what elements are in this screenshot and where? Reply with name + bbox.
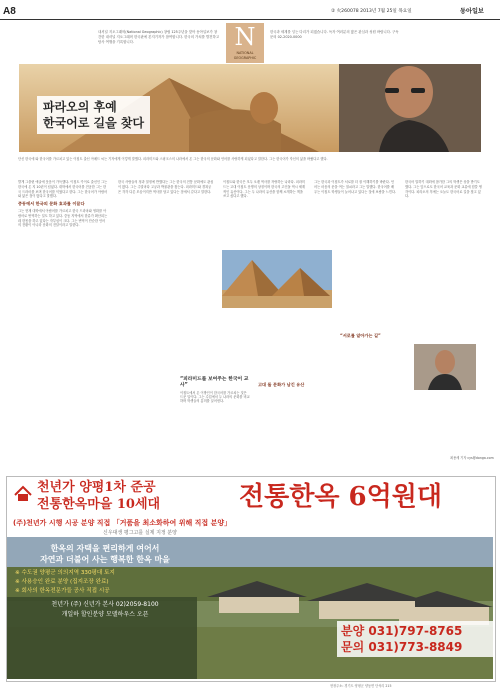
ad-headline: 전통한옥 6억원대 bbox=[239, 482, 442, 512]
article-paragraph: 그는 현재 대학에서 아랍어를 가르치고 한국 드라마와 영화를 아랍어로 번역하는 일도 하고 있다. 중동 지역에서 한류가 확산되는 데 한몸을 하고 있다는 자부심이 크다. 그는 번역이 단순한 언어의 전환이 아니라 문화의 전달이라고 말한다. bbox=[18, 208, 108, 228]
phone-number: 031)773-8849 bbox=[368, 640, 463, 654]
article-paragraph: 발게 그을린 얘굴에 웃음이 가득했다. 이집트 카이로 출신인 그는 한국에 온 지 10년이 넘었다. 대학에서 한국어를 전공한 그는 한국 드라마를 보며 한국어를 익혔다고 한다. 그는 한국어가 아랍어와 닮은 점이 많다고 말했다. bbox=[18, 180, 108, 199]
pull-quote-box bbox=[180, 377, 250, 404]
pull-quote-text: 이집트에서 온 이방인이 한국어를 가르치는 것은 드문 일이다. 그는 수업에서 두 나라의 문화를 비교하며 학생들의 흥미를 끌어낸다. bbox=[180, 391, 250, 404]
header-rule bbox=[0, 19, 500, 20]
subheading: “서로를 알아가는 길” bbox=[340, 333, 381, 338]
logo-letter: N bbox=[234, 23, 256, 51]
headline-line1: 파라오의 후예 bbox=[43, 100, 117, 114]
ad-footer-line1: 천년가 (주) 신년가 본사 02)2059-8100 bbox=[51, 601, 159, 608]
ad-top-line2: 전통한옥마을 10세대 bbox=[37, 497, 161, 512]
issue-date: ② 火260078 2013년 7월 25일 목요일 bbox=[331, 9, 412, 14]
phone-label: 분양 bbox=[341, 624, 365, 638]
ad-top-line1: 천년가 양평1차 준공 bbox=[37, 480, 156, 495]
ad-sub-line: 신우대생 평그고를 실제 지정 분양 bbox=[103, 530, 177, 536]
ad-company-line: (주)천년가 시행 시공 분양 직접 「거품을 최소화하여 위해 직접 분양」 bbox=[13, 519, 232, 527]
article-column-6 bbox=[258, 380, 336, 470]
article-paragraph: 한국 사람들의 정과 열정에 반했다는 그는 한국의 전통 문화에도 관심이 많다. 그는 주말마다 고궁과 박물관을 찾는다. 피라미드와 경복궁은 각각 다른 모습이지만 역사를 담고 있다는 점에서 같다고 말한다. bbox=[118, 180, 214, 194]
subheading: 중동에서 한국의 문화 효과를 이끌다 bbox=[18, 201, 85, 207]
secondary-column bbox=[340, 330, 494, 470]
ad-bullet: ※ 사용승인 완료 분양 (집지조장 완료) bbox=[15, 579, 109, 585]
article-column-1 bbox=[18, 180, 108, 470]
ad-phone-block bbox=[337, 621, 493, 657]
ad-bullet: ※ 회사의 한옥전문가들 공사 직접 시공 bbox=[15, 588, 110, 594]
headline-line2: 한국어로 길을 찾다 bbox=[43, 116, 145, 130]
hero-photo bbox=[19, 64, 481, 152]
ad-footer-line2: 개일하 할인분양 모델하우스 오픈 bbox=[61, 611, 149, 618]
logo-subtitle: NATIONAL GEOGRAPHIC bbox=[233, 51, 257, 60]
ad-address: 현장주소: 경기도 양평군 양동면 단석리 215 bbox=[330, 684, 392, 688]
article-paragraph: 한국어 말하기 대회에 참가한 그의 학생은 상을 받기도 했다. 그는 앞으로도 한국어 교육과 문화 교류에 힘쓸 생각이다. 피라오의 후예는 오늘도 한국어로 길을 찾고 있다. bbox=[405, 180, 482, 199]
ad-copy-block bbox=[15, 543, 195, 620]
ad-bullet: ※ 수도권 양평군 의의지역 330평대 토지 bbox=[15, 570, 115, 576]
photo-caption: 단신 한국에 와 한국어를 가르치고 있는 이집트 출신 아메드 씨는 기자에게 이렇게 말했다. 피라미드와 스핑크스의 나라에서 온 그는 한국의 문화와 언어를 사랑하게 되었다고 말한다. 그는 한국어가 자신의 삶을 바꿨다고 했다. bbox=[18, 157, 328, 161]
partner-intro-right: 한국과 세계를 잉는 다리가 되겠습니다. 독자 여러분의 많은 관심과 성원 바랍니다. 구독문의 02-2020-0000 bbox=[270, 30, 399, 39]
portrait-photo bbox=[414, 344, 476, 390]
newspaper-name: 동아일보 bbox=[460, 8, 484, 15]
article-paragraph: 그는 한국과 이집트가 서로를 더 잘 이해하기를 바란다. 언어는 마음의 문을 여는 열쇠라고 그는 말했다. 한국어를 배우는 이집트 학생들이 늘어나고 있다는 것에 보람을 느낀다. bbox=[314, 180, 396, 194]
ad-photo bbox=[7, 537, 493, 679]
ad-copy-line2: 자연과 더불어 사는 행복한 한옥 마을 bbox=[40, 555, 170, 564]
national-geographic-logo bbox=[226, 23, 264, 63]
ad-copy-line1: 한옥의 자택을 편리하게 여어서 bbox=[50, 544, 160, 553]
subheading: 고대 돌 문화가 남긴 유산 bbox=[258, 382, 305, 387]
article-paragraph: 이집트와 한국은 모두 오랜 역사를 자랑하는 나라다. 피라미드는 고대 이집트 문명의 상징이며 한국의 고인돌 역시 세계적인 유산이다. 그는 두 나라의 유산을 함께 소개하는 책을 쓰고 싶다고 했다. bbox=[223, 180, 305, 199]
headline-box bbox=[37, 96, 150, 134]
pull-quote-title: “피라미드를 보여주는 한국어 교사” bbox=[180, 377, 249, 388]
partner-intro-left: 내셔널 지오그래픽(National Geographic) 창립 125주년을 맞아 동아일보가 창간한 내셔널 지오그래픽 한국판에 본지기자가 참여합니다. 한국의 가치를 발건하고 탐사 여행을 기록합니다. bbox=[98, 30, 220, 44]
ad-logo-icon bbox=[13, 483, 33, 503]
article-column-4 bbox=[314, 180, 396, 330]
byline: 최용세 기자 cys@donga.com bbox=[450, 456, 494, 460]
phone-number: 031)797-8765 bbox=[368, 624, 463, 638]
man-portrait bbox=[414, 344, 476, 390]
page-number: A8 bbox=[3, 6, 16, 17]
article-column-2 bbox=[118, 180, 214, 370]
phone-label: 문의 bbox=[341, 640, 365, 654]
real-estate-ad bbox=[6, 476, 496, 682]
